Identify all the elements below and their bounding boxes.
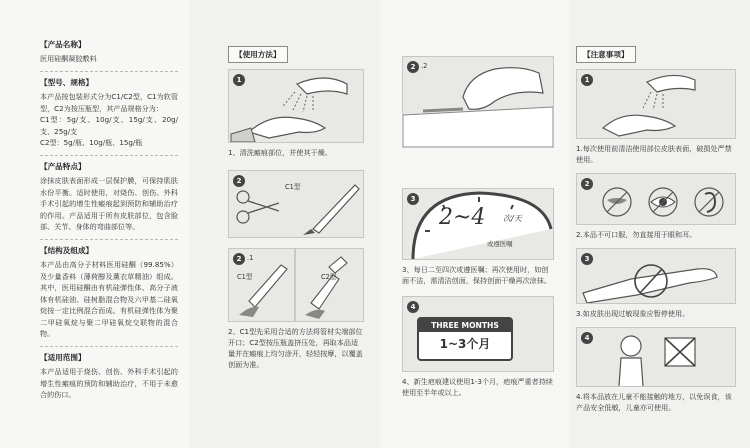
panel-usage [190,0,380,448]
step3-caption: 3、每日二至四次或遵医嘱；再次使用时，如创面不洁，需清洁创面，保持创面干燥再次涂抹。 [402,265,551,285]
precaution2-caption: 2.本品不可口服，勿直接用于眼和耳。 [576,230,697,239]
panel-precautions [570,0,750,448]
mouth-eye-ear-prohibited-icon [577,174,735,224]
step-sub-number: .2 [421,62,428,70]
panel-product-info [0,0,190,448]
precaution3-caption: 3.如皮肤出现过敏现象应暂停使用。 [576,309,690,318]
precautions-tab: 【注意事项】 [576,46,636,63]
section-title: 【产品特点】 [40,162,86,172]
usage-step2-1-illustration [228,248,364,322]
usage-step3-illustration [402,188,554,260]
precaution-step2-illustration [576,173,736,225]
wash-hands-icon [577,70,735,138]
precaution1-caption: 1.每次使用前清洁使用部位皮肤表面，破损处严禁使用。 [576,144,732,164]
step-number: 1 [233,74,245,86]
c1-label: C1型 [237,273,253,281]
child-prohibited-icon [577,328,735,386]
precaution-step1-illustration [576,69,736,139]
massage-hand-icon [403,57,553,147]
calendar-icon [417,317,513,361]
divider [40,346,178,347]
step-number: 2 [407,61,419,73]
section-body: 本产品按包装形式分为C1/C2型，C1为软管型，C2为按压瓶型，其产品规格分为： C1型：5g/支、10g/支、15g/支、20g/支、25g/支 C2型：5g/瓶、10g/瓶、15g/瓶 [40,92,178,148]
clock-frequency: 2~4 [439,205,486,230]
clock-unit: 次/天 [503,214,522,223]
calendar-header: THREE MONTHS [419,319,511,332]
step-number: 1 [581,74,593,86]
usage-step2-illustration [228,170,364,238]
usage-step1-illustration [228,69,364,143]
step-number: 3 [407,193,419,205]
faucet-hand-icon [229,70,363,142]
step-number: 4 [407,301,419,313]
precaution-step3-illustration [576,248,736,304]
allergy-hand-icon [577,249,735,303]
section-product-name [40,40,178,64]
section-body: 涂抹皮肤表面形成一层保护膜，可保持肌肤水份平衡。适时使用，对烧伤、创伤、外科手术引起的增生性瘢痕起到预防和辅助治疗的作用。产品适用于所有皮肤部位，包含脸部、关节、身体的弯曲部位等。 [40,176,178,232]
c2-label: C2型 [321,273,337,281]
section-body: 本产品由高分子材料医用硅酮（99.85%）及少量香料（薄荷醇及薰衣草精油）组成。其中，医用硅酮由有机硅弹性体、高分子液体有机硅油、硅树脂混合物及六甲基二硅氧烷按一定比例混合而成。有机硅弹性体为聚二甲硅氧烷与聚二甲硅氧烷交联物的混合物。 [40,260,178,338]
section-title: 【适用范围】 [40,353,86,363]
precaution-step4-illustration [576,327,736,387]
section-title: 【产品名称】 [40,40,86,49]
section-model-spec [40,78,178,148]
step2-caption: 2、C1型先采用合适的方法将管材尖端部位开口；C2型按压瓶盖挤压处，再取本品适量并在瘢痕上均匀涂开，轻轻按摩，以覆盖创面为准。 [228,327,363,369]
tube-label: C1型 [285,183,301,191]
usage-step4-illustration [402,296,554,372]
calendar-value: 1~3个月 [439,337,491,351]
step-sub-number: .1 [247,254,254,262]
panel-usage-continued [380,0,570,448]
step-number: 2 [233,253,245,265]
usage-step2-2-illustration [402,56,554,148]
section-body: 医用硅酮凝胶敷料 [40,54,97,63]
precaution4-caption: 4.将本品放在儿童不能接触的地方，以免误食，该产品安全低敏，儿童亦可使用。 [576,392,732,412]
section-scope [40,353,178,400]
section-title: 【型号、规格】 [40,78,94,88]
divider [40,239,178,240]
step-number: 2 [233,175,245,187]
step1-caption: 1、清洗瘢痕部位，并使其干燥。 [228,148,332,157]
step4-caption: 4、新生疤痕建议使用1-3个月，疤痕严重者持续使用至半年或以上。 [402,377,553,397]
section-body: 本产品适用于烧伤、创伤、外科手术引起的增生性瘢痕的预防和辅助治疗，不用于未愈合的伤口。 [40,367,178,400]
divider [40,155,178,156]
section-composition [40,246,178,339]
divider [40,71,178,72]
clock-note: 或遵医嘱 [487,240,513,248]
usage-tab: 【使用方法】 [228,46,288,63]
step-number: 4 [581,332,593,344]
step-number: 2 [581,178,593,190]
section-title: 【结构及组成】 [40,246,94,256]
step-number: 3 [581,253,593,265]
section-features [40,162,178,232]
